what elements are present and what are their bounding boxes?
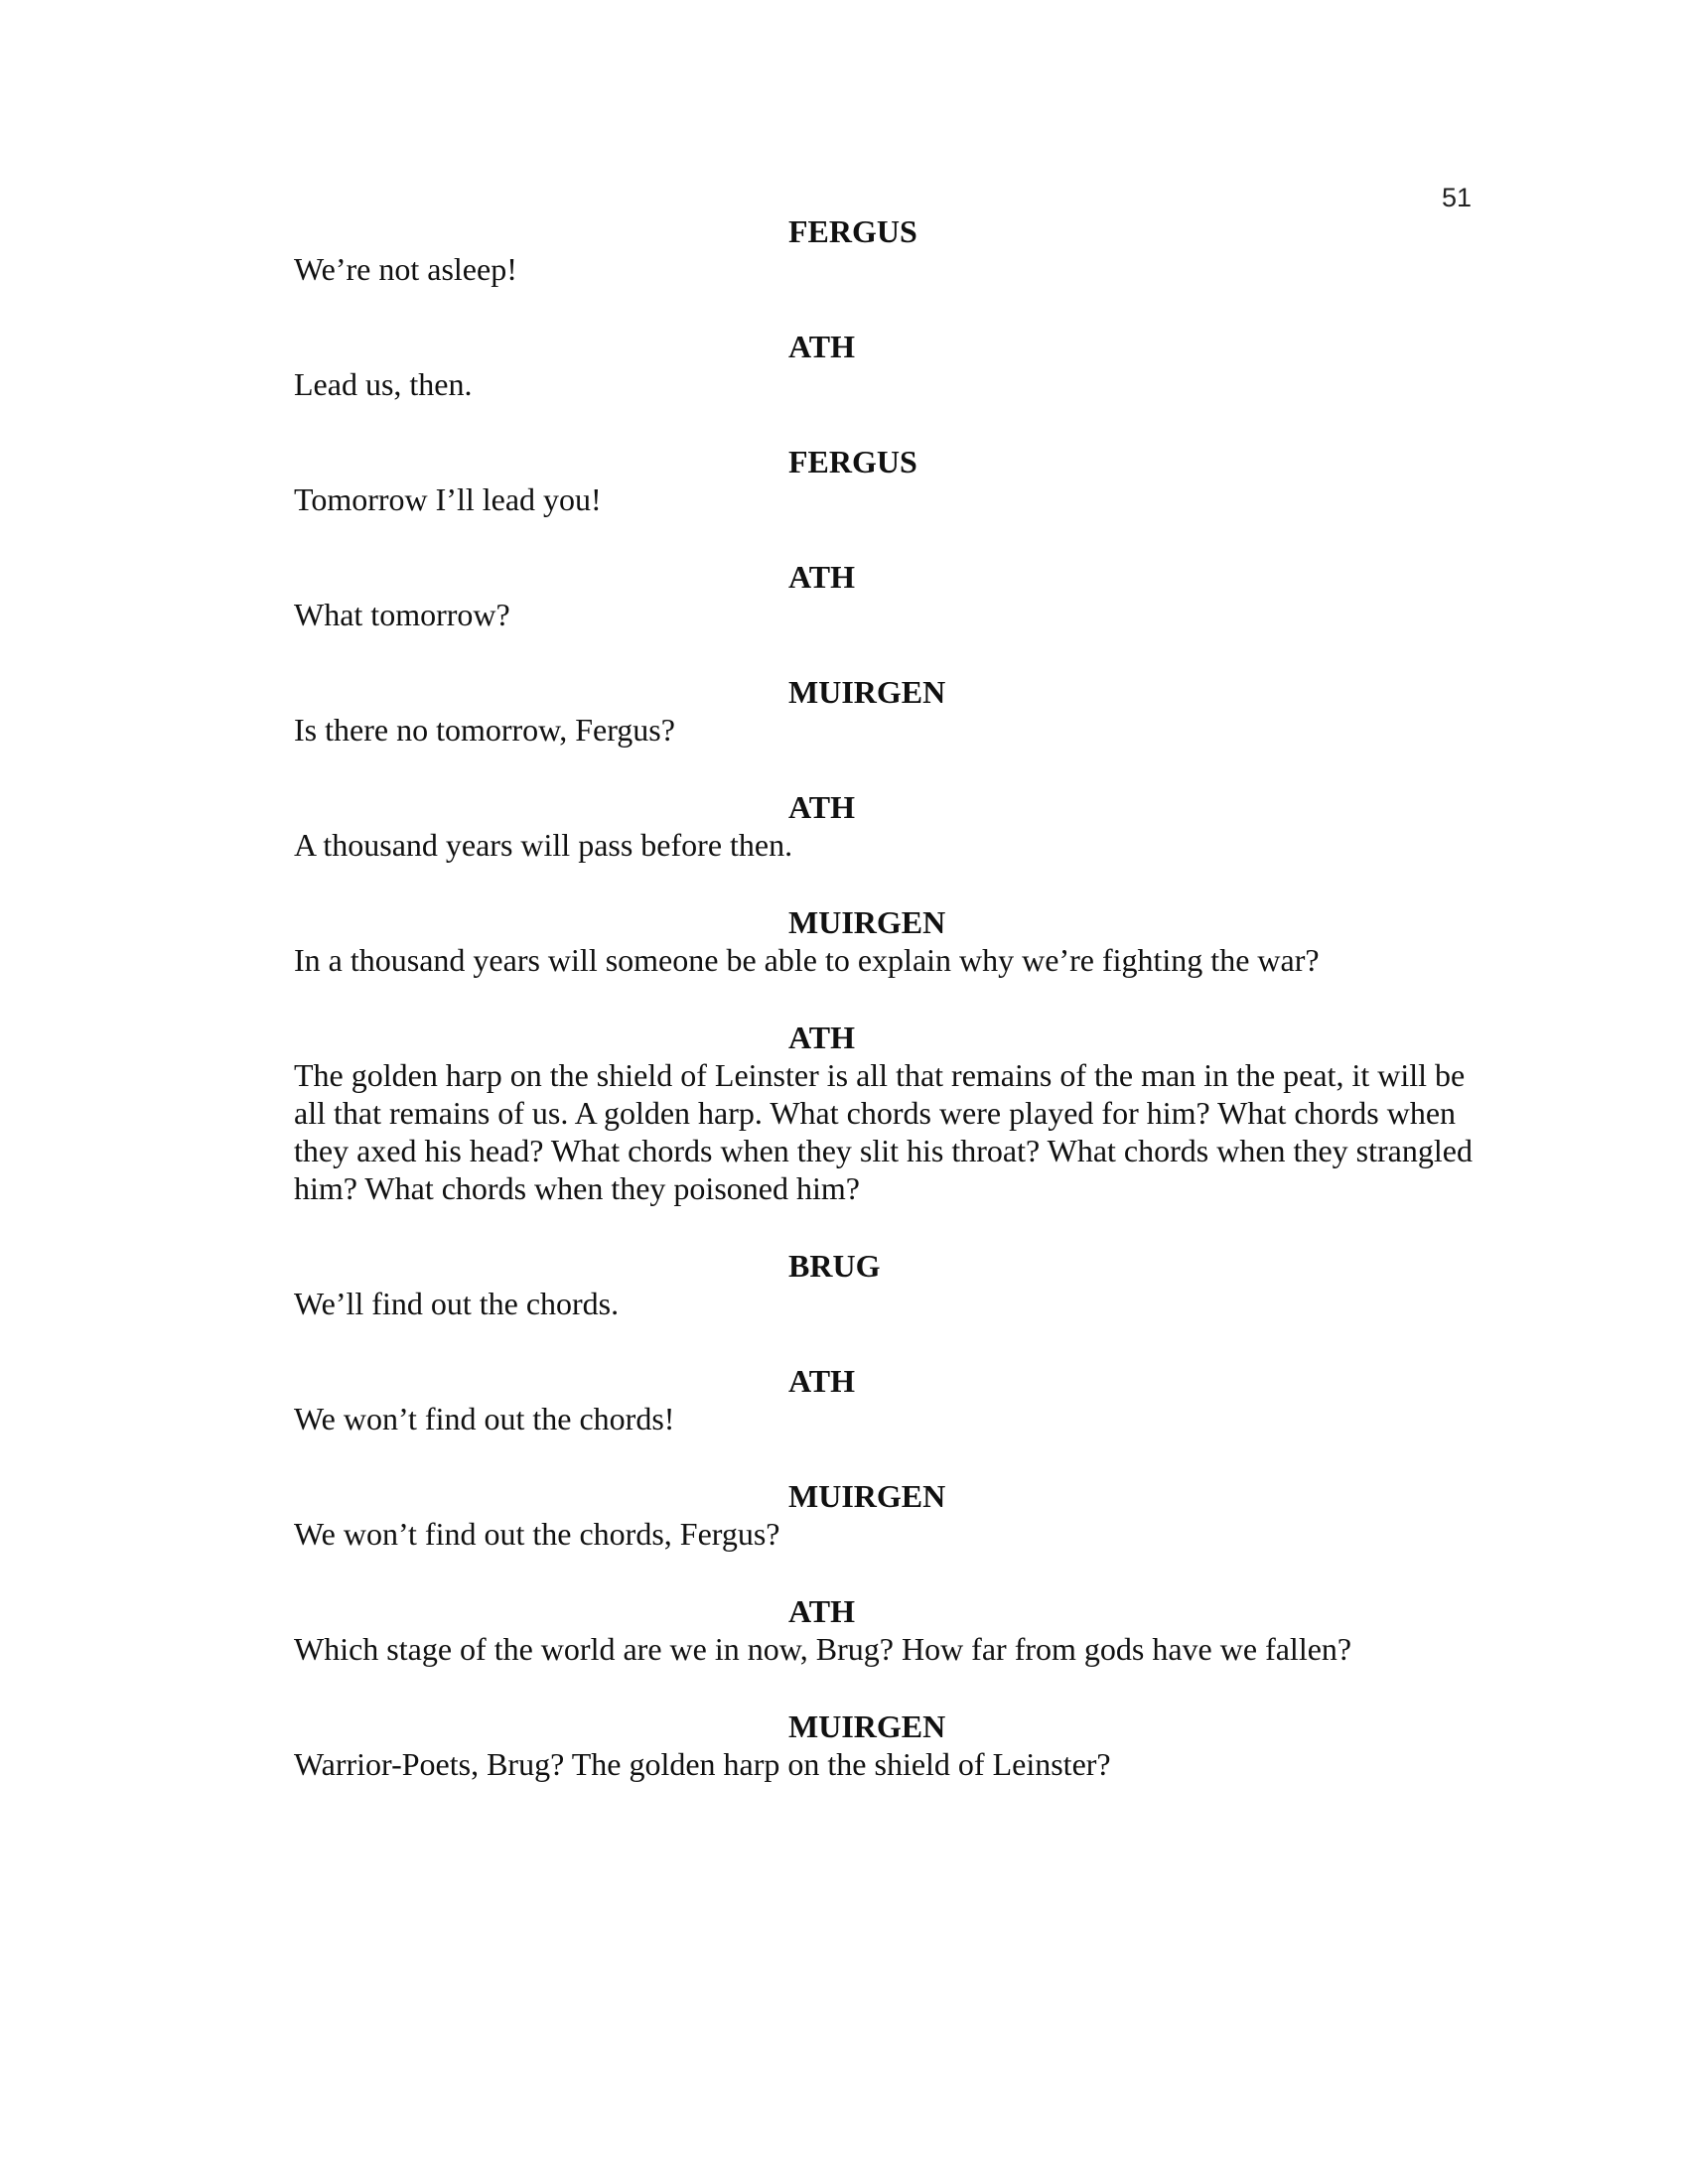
speaker-name: ATH: [788, 1593, 855, 1629]
speaker-name: MUIRGEN: [788, 674, 946, 710]
dialogue-line: A thousand years will pass before then.: [294, 827, 793, 863]
dialogue-line: What tomorrow?: [294, 597, 510, 632]
dialogue-exchange: [294, 1019, 1485, 1207]
speaker-name: ATH: [788, 1020, 855, 1055]
speaker-name: BRUG: [788, 1248, 881, 1284]
dialogue-line: Warrior-Poets, Brug? The golden harp on the shield of Leinster?: [294, 1746, 1111, 1782]
dialogue-exchange: [294, 1362, 1485, 1437]
speaker-name: ATH: [788, 789, 855, 825]
speaker-name: ATH: [788, 559, 855, 595]
dialogue-line: We won’t find out the chords!: [294, 1401, 675, 1436]
dialogue-exchange: [294, 1247, 1485, 1322]
dialogue-line: Which stage of the world are we in now, Brug? How far from gods have we fallen?: [294, 1631, 1352, 1667]
speaker-name: MUIRGEN: [788, 1708, 946, 1744]
dialogue-line: We’re not asleep!: [294, 251, 517, 287]
dialogue-line: We won’t find out the chords, Fergus?: [294, 1516, 780, 1552]
speaker-name: MUIRGEN: [788, 1478, 946, 1514]
dialogue-exchange: [294, 443, 1485, 518]
page-number: 51: [1441, 183, 1472, 212]
speaker-name: MUIRGEN: [788, 904, 946, 940]
dialogue-line: The golden harp on the shield of Leinster is all that remains of the man in the peat, it will be all that remains of us. A golden harp. What chords were played for him? What chords when they axed his head? What chords when they slit his throat? What chords when they strangled him? What chords when they poisoned him?: [294, 1057, 1480, 1206]
dialogue-line: We’ll find out the chords.: [294, 1286, 620, 1321]
dialogue-line: Lead us, then.: [294, 366, 473, 402]
dialogue-exchange: [294, 1477, 1485, 1553]
speaker-name: FERGUS: [788, 444, 917, 479]
dialogue-exchange: [294, 328, 1485, 403]
dialogue-line: Is there no tomorrow, Fergus?: [294, 712, 675, 748]
dialogue-exchange: [294, 788, 1485, 864]
dialogue-line: Tomorrow I’ll lead you!: [294, 481, 602, 517]
dialogue-exchange: [294, 673, 1485, 749]
dialogue-exchange: [294, 903, 1485, 979]
dialogue-exchange: [294, 558, 1485, 633]
speaker-name: ATH: [788, 329, 855, 364]
script-body: [294, 212, 1485, 1823]
dialogue-exchange: [294, 212, 1485, 288]
dialogue-line: In a thousand years will someone be able to explain why we’re fighting the war?: [294, 942, 1320, 978]
dialogue-exchange: [294, 1592, 1485, 1668]
speaker-name: FERGUS: [788, 213, 917, 249]
speaker-name: ATH: [788, 1363, 855, 1399]
dialogue-exchange: [294, 1707, 1485, 1783]
